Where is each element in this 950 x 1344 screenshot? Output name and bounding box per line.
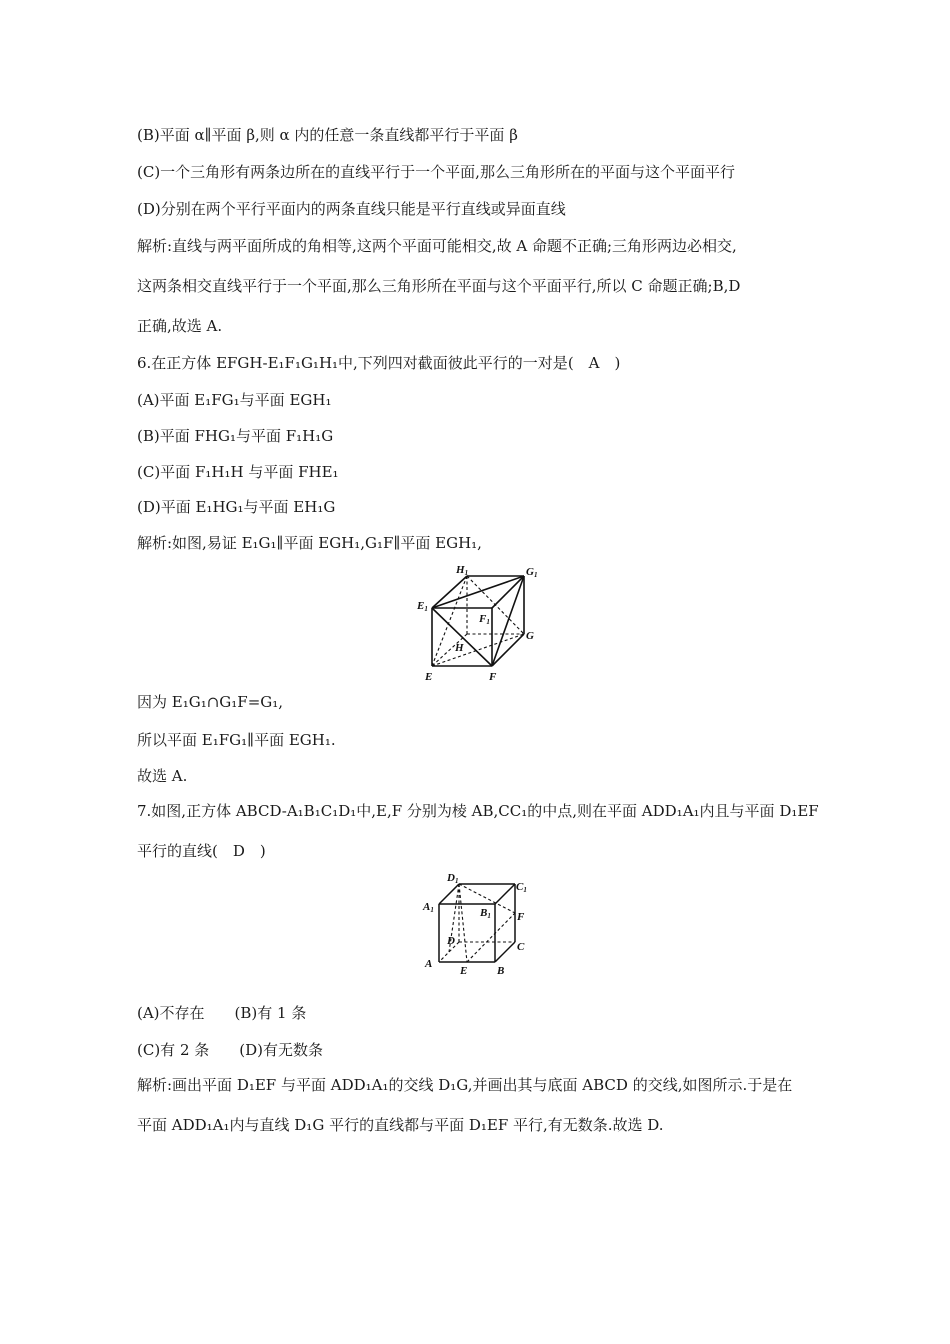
- label-F: F: [517, 911, 525, 923]
- label-G1: G1: [526, 566, 538, 579]
- label-D: D: [447, 935, 455, 947]
- option-d-text: (D)分别在两个平行平面内的两条直线只能是平行直线或异面直线: [137, 200, 566, 218]
- label-C: C: [517, 941, 525, 953]
- label-F1: F1: [479, 613, 490, 626]
- q6-answer: 故选 A.: [137, 767, 188, 785]
- q7-analysis-1: 解析:画出平面 D₁EF 与平面 ADD₁A₁的交线 D₁G,并画出其与底面 ABCD 的交线,如图所示.于是在: [137, 1076, 793, 1094]
- label-E: E: [460, 965, 468, 977]
- cube-figure-2: [419, 870, 531, 980]
- question-7-line-1: 7.如图,正方体 ABCD-A₁B₁C₁D₁中,E,F 分别为棱 AB,CC₁的中点,则在平面 ADD₁A₁内且与平面 D₁EF: [137, 802, 819, 820]
- analysis-text-1: 解析:直线与两平面所成的角相等,这两个平面可能相交,故 A 命题不正确;三角形两边必相交,: [137, 237, 737, 255]
- label-E: E: [425, 671, 433, 683]
- q7-options-cd: (C)有 2 条 (D)有无数条: [137, 1041, 323, 1059]
- analysis-text-3: 正确,故选 A.: [137, 317, 223, 335]
- label-A1: A1: [423, 901, 434, 914]
- q6-analysis-1: 解析:如图,易证 E₁G₁∥平面 EGH₁,G₁F∥平面 EGH₁,: [137, 534, 482, 552]
- label-C1: C1: [516, 881, 527, 894]
- label-G: G: [526, 630, 534, 642]
- q7-options-ab: (A)不存在 (B)有 1 条: [137, 1004, 307, 1022]
- label-B: B: [497, 965, 505, 977]
- label-F: F: [489, 671, 497, 683]
- q7-analysis-2: 平面 ADD₁A₁内与直线 D₁G 平行的直线都与平面 D₁EF 平行,有无数条.故选 D.: [137, 1116, 664, 1134]
- cube-1-svg: [412, 562, 542, 684]
- label-H1: H1: [456, 564, 469, 577]
- q6-option-d: (D)平面 E₁HG₁与平面 EH₁G: [137, 498, 336, 516]
- cube-2-svg: [419, 870, 531, 980]
- q6-analysis-3: 所以平面 E₁FG₁∥平面 EGH₁.: [137, 731, 336, 749]
- analysis-text-2: 这两条相交直线平行于一个平面,那么三角形所在平面与这个平面平行,所以 C 命题正确;B,D: [137, 277, 741, 295]
- label-B1: B1: [480, 907, 491, 920]
- q6-option-c: (C)平面 F₁H₁H 与平面 FHE₁: [137, 463, 339, 481]
- label-A: A: [425, 958, 433, 970]
- q6-option-b: (B)平面 FHG₁与平面 F₁H₁G: [137, 427, 334, 445]
- cube-figure-1: [412, 562, 542, 684]
- option-c-text: (C)一个三角形有两条边所在的直线平行于一个平面,那么三角形所在的平面与这个平面平行: [137, 163, 735, 181]
- question-7-line-2: 平行的直线( D ): [137, 842, 266, 860]
- label-D1: D1: [447, 872, 459, 885]
- question-6: 6.在正方体 EFGH-E₁F₁G₁H₁中,下列四对截面彼此平行的一对是( A ): [137, 354, 621, 372]
- option-b-text: (B)平面 α∥平面 β,则 α 内的任意一条直线都平行于平面 β: [137, 126, 518, 144]
- q6-analysis-2: 因为 E₁G₁∩G₁F=G₁,: [137, 693, 284, 711]
- q6-option-a: (A)平面 E₁FG₁与平面 EGH₁: [137, 391, 332, 409]
- label-H: H: [455, 642, 464, 654]
- label-E1: E1: [417, 600, 428, 613]
